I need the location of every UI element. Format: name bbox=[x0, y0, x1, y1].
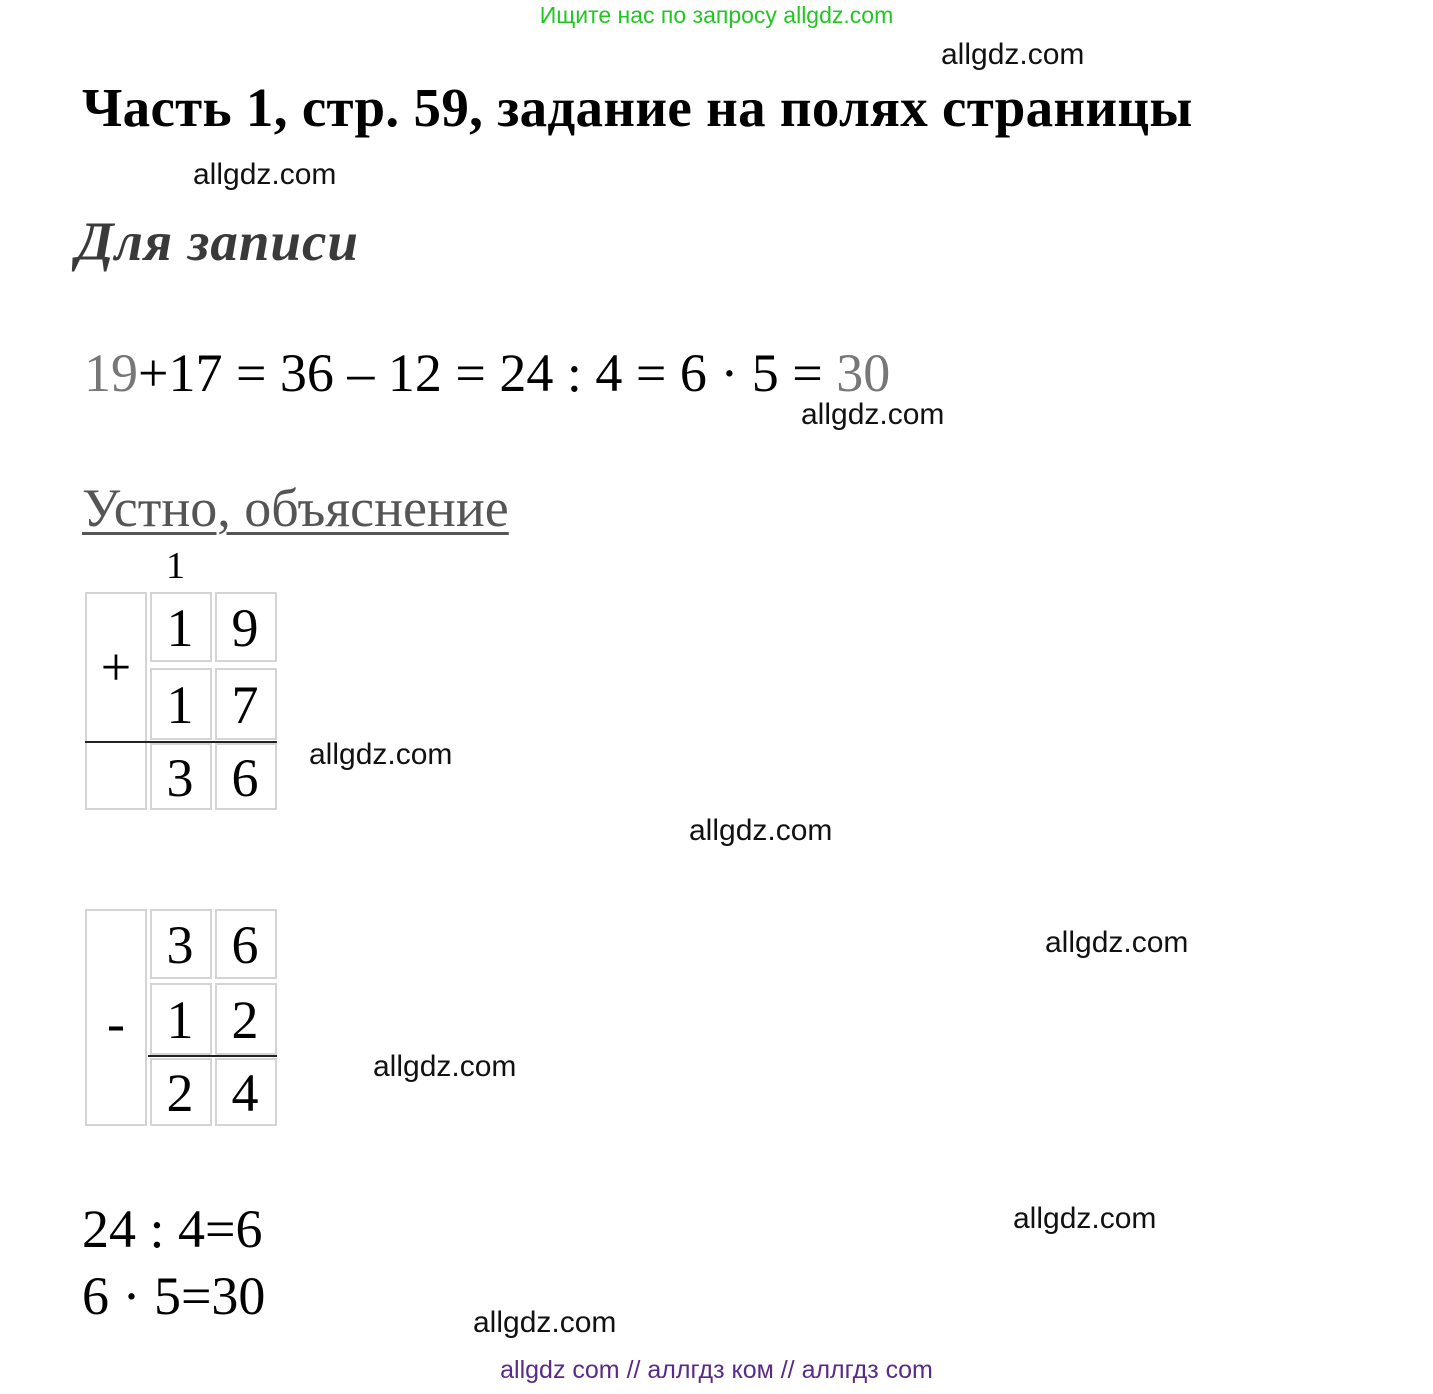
minuend-tens: 3 bbox=[166, 915, 194, 975]
chain-first: 19 bbox=[84, 343, 138, 403]
plus-sign: + bbox=[100, 637, 132, 697]
watermark: allgdz.com bbox=[473, 1306, 617, 1339]
subtrahend-tens: 1 bbox=[166, 990, 194, 1050]
difference-line bbox=[148, 1055, 277, 1057]
chain-equation bbox=[84, 342, 890, 404]
chain-middle: +17 = 36 – 12 = 24 : 4 = 6 · 5 = bbox=[138, 343, 823, 403]
top-banner: Ищите нас по запросу allgdz.com bbox=[539, 2, 894, 28]
section-heading-record: Для записи bbox=[76, 211, 360, 272]
addend1-ones: 9 bbox=[231, 598, 259, 658]
watermark: allgdz.com bbox=[941, 38, 1085, 71]
multiplication-equation: 6 · 5=30 bbox=[82, 1266, 266, 1326]
difference-tens: 2 bbox=[166, 1063, 194, 1123]
subtrahend-ones: 2 bbox=[231, 990, 259, 1050]
sum-ones: 6 bbox=[231, 748, 259, 808]
chain-last: 30 bbox=[822, 343, 891, 403]
section-heading-oral: Устно, объяснение bbox=[82, 478, 509, 538]
watermark: allgdz.com bbox=[689, 814, 833, 847]
watermark: allgdz.com bbox=[373, 1050, 517, 1083]
footer-watermark: allgdz com // аллгдз ком // аллгдз com bbox=[500, 1356, 933, 1384]
sum-line bbox=[85, 741, 277, 743]
minuend-ones: 6 bbox=[231, 915, 259, 975]
minus-sign: - bbox=[107, 993, 125, 1053]
watermark: allgdz.com bbox=[193, 158, 337, 191]
sum-tens: 3 bbox=[166, 748, 194, 808]
division-equation: 24 : 4=6 bbox=[82, 1199, 263, 1259]
carry-digit: 1 bbox=[166, 545, 185, 587]
watermark: allgdz.com bbox=[1013, 1202, 1157, 1235]
difference-ones: 4 bbox=[231, 1063, 259, 1123]
watermark: allgdz.com bbox=[801, 398, 945, 431]
addend2-tens: 1 bbox=[166, 675, 194, 735]
watermark: allgdz.com bbox=[309, 738, 453, 771]
addend1-tens: 1 bbox=[166, 598, 194, 658]
page-title: Часть 1, стр. 59, задание на полях страницы bbox=[82, 77, 1193, 138]
sign-cell bbox=[85, 592, 147, 810]
addend2-ones: 7 bbox=[231, 675, 259, 735]
watermark: allgdz.com bbox=[1045, 926, 1189, 959]
